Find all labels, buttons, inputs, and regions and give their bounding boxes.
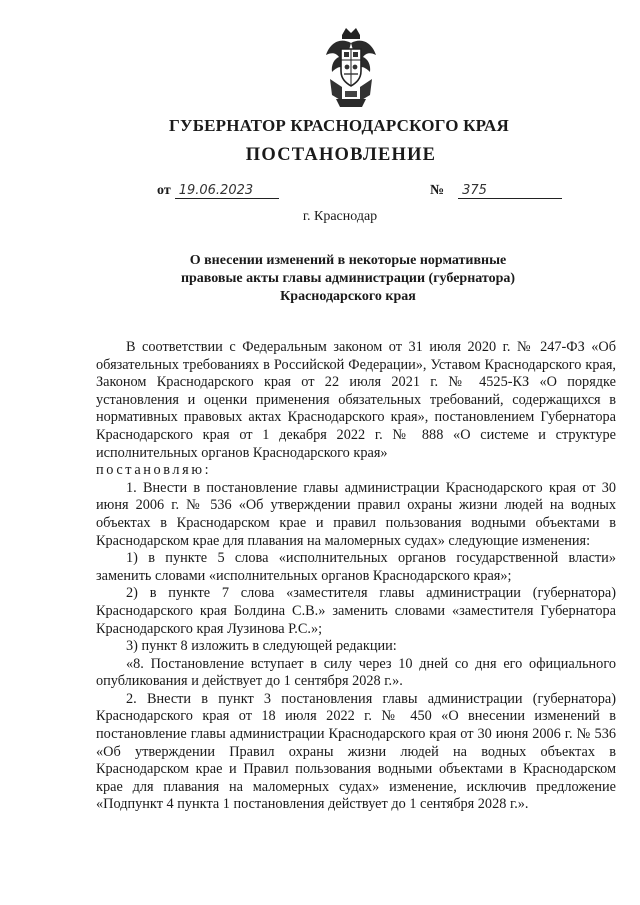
item-1-subitem-3-quote: «8. Постановление вступает в силу через 10 дней со дня его официального опубликования и действует до 1 сентября 2028 г.».	[96, 655, 616, 690]
item-1-subitem-3: 3) пункт 8 изложить в следующей редакции:	[126, 638, 397, 655]
date-row	[157, 183, 279, 199]
date-prefix: от	[157, 183, 171, 198]
number-prefix: №	[430, 183, 445, 198]
issuer-title: ГУБЕРНАТОР КРАСНОДАРСКОГО КРАЯ	[169, 116, 509, 135]
decree-word: постановляю:	[96, 462, 212, 479]
number-row	[430, 183, 562, 199]
item-1-subitem-2: 2) в пункте 7 слова «заместителя главы администрации (губернатора) Краснодарского края Болдина С.В.» заменить словами «заместителя Губернатора Краснодарского края Лузинова Р.С.»;	[96, 585, 616, 637]
preamble-paragraph: В соответствии с Федеральным законом от 31 июля 2020 г. № 247-ФЗ «Об обязательных требованиях в Российской Федерации», Уставом Краснодарского края, Законом Краснодарского края от 22 июля 2021 г. № 4525-КЗ «О порядке установления и оценки применения обязательных требований, содержащихся в нормативных правовых актах Краснодарского края», постановлением Губернатора Краснодарского края от 1 декабря 2022 г. № 888 «О системе и структуре исполнительных органов Краснодарского края»	[96, 339, 616, 461]
item-2: 2. Внести в пункт 3 постановления главы администрации (губернатора) Краснодарского края от 18 июля 2022 г. № 450 «О внесении изменений в постановление главы администрации Краснодарского края от 30 июня 2006 г. № 536 «Об утверждении Правил охраны жизни людей на водных объектах в Краснодарском крае и Правил пользования водными объектами в Краснодарском крае для плавания на маломерных судах» изменение, исключив предложение «Подпункт 4 пункта 1 постановления действует до 1 сентября 2028 г.».	[96, 690, 616, 813]
coat-of-arms-icon	[322, 25, 380, 109]
item-1: 1. Внести в постановление главы администрации Краснодарского края от 30 июня 2006 г. № 536 «Об утверждении правил охраны жизни людей на водных объектах в Краснодарском крае и правил пользования водными объектами в Краснодарском крае для плавания на маломерных судах» следующие изменения:	[96, 479, 616, 549]
document-heading	[118, 252, 578, 306]
heading-line: Краснодарского края	[280, 289, 416, 304]
date-value: 19.06.2023	[175, 184, 279, 199]
heading-line: О внесении изменений в некоторые нормативные	[189, 253, 507, 268]
city-label: г. Краснодар	[302, 209, 378, 224]
number-value: 375	[458, 184, 562, 199]
document-body	[96, 339, 616, 814]
heading-line: правовые акты главы администрации (губернатора)	[180, 271, 516, 286]
decree-line	[96, 462, 616, 480]
item-1-subitem-1: 1) в пункте 5 слова «исполнительных органов государственной власти» заменить словами «исполнительных органов Краснодарского края»;	[96, 550, 616, 584]
document-type-title: ПОСТАНОВЛЕНИЕ	[245, 145, 437, 165]
